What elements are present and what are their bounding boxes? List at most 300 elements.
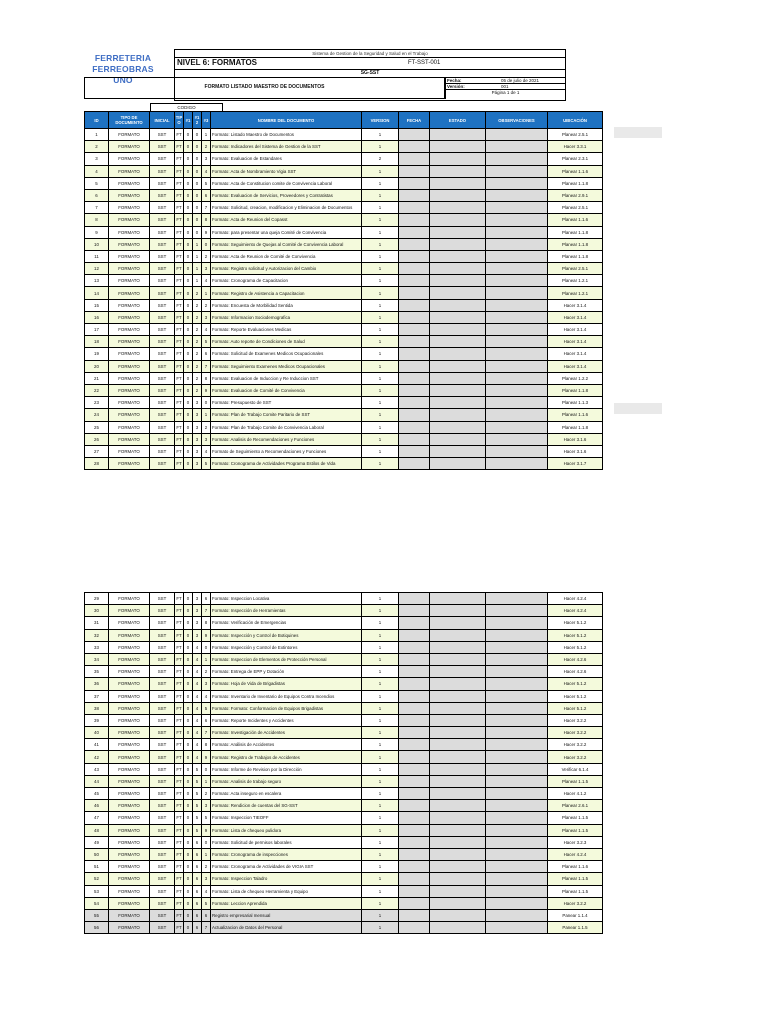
cell-n3: 3 [202,800,211,812]
cell-estado [430,275,486,287]
cell-id: 5 [85,177,109,189]
cell-n2: 5 [193,788,202,800]
level-title: NIVEL 6: FORMATOS [177,58,258,67]
cell-ubicacion: Panear 1.1.4 [548,909,603,921]
cell-n2: 4 [193,690,202,702]
cell-inicial: SST [150,421,175,433]
cell-tip: FT [175,372,184,384]
cell-fecha [399,153,430,165]
cell-version: 1 [362,641,399,653]
table-row [85,885,603,897]
cell-nombre: Formato: Evaluacion de Estandares [211,153,362,165]
cell-nombre: Formato: Solicitud de Examenes Medicos Ocupacionales [211,348,362,360]
cell-n2: 0 [193,165,202,177]
cell-id: 41 [85,739,109,751]
table-row [85,873,603,885]
cell-n3: 4 [202,690,211,702]
cell-n3: 5 [202,336,211,348]
cell-id: 36 [85,678,109,690]
cell-n3: 2 [202,299,211,311]
cell-tipo: FORMATO [109,836,150,848]
cell-inicial: SST [150,629,175,641]
cell-n3: 2 [202,421,211,433]
cell-n1: 0 [184,702,193,714]
table-row [85,177,603,189]
cell-n2: 2 [193,384,202,396]
table-row [85,336,603,348]
cell-fecha [399,751,430,763]
cell-n2: 3 [193,458,202,470]
cell-tip: FT [175,702,184,714]
cell-tipo: FORMATO [109,287,150,299]
cell-version: 1 [362,605,399,617]
cell-ubicacion: Planear 1.1.5 [548,812,603,824]
form-title-box [84,77,445,99]
cell-tipo: FORMATO [109,617,150,629]
cell-tip: FT [175,678,184,690]
cell-id: 45 [85,788,109,800]
cell-tipo: FORMATO [109,775,150,787]
cell-version: 1 [362,299,399,311]
cell-estado [430,593,486,605]
cell-tipo: FORMATO [109,897,150,909]
cell-fecha [399,397,430,409]
cell-n2: 2 [193,360,202,372]
cell-estado [430,177,486,189]
cell-id: 48 [85,824,109,836]
cell-nombre: Formato: Solicitud de permisos laborales [211,836,362,848]
cell-nombre: Formato: Reporte Incidentes y Accidentes [211,714,362,726]
cell-n2: 3 [193,445,202,457]
cell-n1: 0 [184,445,193,457]
cell-tip: FT [175,617,184,629]
cell-observaciones [486,641,548,653]
cell-n2: 6 [193,922,202,934]
cell-ubicacion: Planear 1.2.1 [548,275,603,287]
cell-id: 34 [85,653,109,665]
cell-ubicacion: Hacer 3.2.2 [548,739,603,751]
cell-n1: 0 [184,165,193,177]
cell-tipo: FORMATO [109,299,150,311]
cell-id: 56 [85,922,109,934]
cell-tipo: FORMATO [109,129,150,141]
column-header: TIPO DE DOCUMENTO [109,112,150,129]
cell-ubicacion: Planear 1.2.1 [548,287,603,299]
cell-observaciones [486,788,548,800]
column-header: #3 [202,112,211,129]
cell-fecha [399,617,430,629]
cell-version: 1 [362,775,399,787]
cell-nombre: Formato: Plan de Trabajo Comite Paritario de SST [211,409,362,421]
cell-n1: 0 [184,617,193,629]
cell-fecha [399,873,430,885]
cell-version: 1 [362,763,399,775]
cell-n1: 0 [184,189,193,201]
cell-nombre: Formato: Evaluacion de Induccion y Re Induccion SST [211,372,362,384]
cell-n2: 5 [193,800,202,812]
cell-estado [430,653,486,665]
cell-inicial: SST [150,714,175,726]
cell-inicial: SST [150,336,175,348]
cell-n1: 0 [184,372,193,384]
table-row [85,861,603,873]
cell-observaciones [486,348,548,360]
cell-nombre: Formato: Rendicion de cuentas del SG-SST [211,800,362,812]
cell-tip: FT [175,848,184,860]
cell-id: 20 [85,360,109,372]
cell-estado [430,861,486,873]
cell-ubicacion: Planear 1.1.8 [548,238,603,250]
cell-fecha [399,141,430,153]
cell-nombre: Formato: Hoja de Vida de Brigadistas [211,678,362,690]
cell-version: 1 [362,433,399,445]
cell-tipo: FORMATO [109,445,150,457]
cell-version: 1 [362,714,399,726]
cell-n1: 0 [184,384,193,396]
cell-estado [430,409,486,421]
cell-nombre: Formato: Verificación de Emergencias [211,617,362,629]
table-row [85,311,603,323]
cell-inicial: SST [150,824,175,836]
cell-id: 1 [85,129,109,141]
cell-n3: 7 [202,727,211,739]
fecha-label: Fecha: [447,78,462,83]
documents-table-top [84,111,603,470]
table-body-bottom [85,593,603,934]
cell-n2: 2 [193,324,202,336]
cell-nombre: Formato: Inspección y Control de Extintores [211,641,362,653]
cell-n1: 0 [184,141,193,153]
cell-n1: 0 [184,226,193,238]
cell-n3: 8 [202,372,211,384]
cell-version: 1 [362,372,399,384]
cell-observaciones [486,336,548,348]
cell-nombre: Formato: Indicadores del Sistema de Gestion de la SST [211,141,362,153]
cell-fecha [399,336,430,348]
cell-observaciones [486,593,548,605]
cell-version: 1 [362,836,399,848]
cell-ubicacion: Hacer 3.2.2 [548,727,603,739]
cell-n3: 9 [202,751,211,763]
cell-inicial: SST [150,275,175,287]
cell-estado [430,421,486,433]
cell-nombre: Formato de Seguimiento a Recomendaciones y Funciones [211,445,362,457]
cell-tip: FT [175,727,184,739]
cell-version: 1 [362,861,399,873]
cell-ubicacion: Hacer 4.2.4 [548,593,603,605]
cell-estado [430,690,486,702]
cell-id: 50 [85,848,109,860]
cell-id: 10 [85,238,109,250]
cell-n3: 7 [202,605,211,617]
cell-tipo: FORMATO [109,324,150,336]
cell-version: 1 [362,702,399,714]
cell-n2: 0 [193,177,202,189]
table-row [85,812,603,824]
cell-n1: 0 [184,800,193,812]
cell-ubicacion: Planear 2.9.1 [548,189,603,201]
cell-tipo: FORMATO [109,250,150,262]
cell-version: 1 [362,897,399,909]
cell-tipo: FORMATO [109,141,150,153]
cell-inicial: SST [150,763,175,775]
cell-tip: FT [175,214,184,226]
cell-id: 6 [85,189,109,201]
cell-n2: 5 [193,812,202,824]
cell-n1: 0 [184,397,193,409]
cell-n1: 0 [184,275,193,287]
cell-ubicacion: Hacer 4.2.6 [548,666,603,678]
cell-inicial: SST [150,384,175,396]
cell-n2: 2 [193,287,202,299]
cell-observaciones [486,165,548,177]
cell-n1: 0 [184,202,193,214]
cell-fecha [399,653,430,665]
cell-tip: FT [175,421,184,433]
cell-estado [430,226,486,238]
cell-n3: 3 [202,678,211,690]
cell-ubicacion: Hacer 4.1.2 [548,788,603,800]
cell-estado [430,311,486,323]
cell-observaciones [486,922,548,934]
cell-id: 26 [85,433,109,445]
cell-estado [430,238,486,250]
cell-inicial: SST [150,605,175,617]
cell-ubicacion: Planear 2.5.1 [548,263,603,275]
table-row [85,226,603,238]
cell-tip: FT [175,348,184,360]
cell-n1: 0 [184,836,193,848]
cell-ubicacion: Planear 1.1.8 [548,384,603,396]
cell-fecha [399,909,430,921]
cell-version: 1 [362,629,399,641]
cell-n1: 0 [184,909,193,921]
cell-inicial: SST [150,897,175,909]
cell-observaciones [486,800,548,812]
cell-n3: 2 [202,788,211,800]
cell-tip: FT [175,226,184,238]
cell-fecha [399,177,430,189]
cell-inicial: SST [150,885,175,897]
cell-observaciones [486,177,548,189]
cell-observaciones [486,129,548,141]
cell-estado [430,836,486,848]
cell-tipo: FORMATO [109,690,150,702]
cell-inicial: SST [150,129,175,141]
cell-n2: 0 [193,129,202,141]
table-row [85,250,603,262]
cell-id: 55 [85,909,109,921]
cell-n3: 1 [202,129,211,141]
cell-n2: 0 [193,214,202,226]
cell-fecha [399,727,430,739]
cell-tipo: FORMATO [109,238,150,250]
cell-observaciones [486,775,548,787]
cell-fecha [399,275,430,287]
cell-inicial: SST [150,177,175,189]
cell-fecha [399,629,430,641]
cell-nombre: Formato: Presupuesto de SST [211,397,362,409]
cell-estado [430,372,486,384]
cell-tip: FT [175,909,184,921]
cell-tipo: FORMATO [109,593,150,605]
cell-nombre: Formato: Formato: Conformacion de Equipos Brigadistas [211,702,362,714]
cell-version: 1 [362,690,399,702]
table-row [85,409,603,421]
cell-observaciones [486,153,548,165]
cell-n1: 0 [184,458,193,470]
cell-n1: 0 [184,653,193,665]
cell-nombre: Formato: Lista de chequeo Herramienta y Equipo [211,885,362,897]
cell-fecha [399,129,430,141]
cell-fecha [399,666,430,678]
cell-version: 1 [362,275,399,287]
cell-inicial: SST [150,861,175,873]
cell-tip: FT [175,751,184,763]
cell-version: 1 [362,287,399,299]
cell-observaciones [486,263,548,275]
cell-estado [430,873,486,885]
cell-fecha [399,409,430,421]
cell-tip: FT [175,641,184,653]
cell-n3: 5 [202,177,211,189]
cell-inicial: SST [150,690,175,702]
cell-version: 1 [362,336,399,348]
cell-n3: 6 [202,909,211,921]
cell-fecha [399,824,430,836]
cell-n3: 5 [202,897,211,909]
cell-estado [430,885,486,897]
cell-observaciones [486,836,548,848]
cell-estado [430,189,486,201]
cell-tipo: FORMATO [109,336,150,348]
cell-tipo: FORMATO [109,311,150,323]
cell-observaciones [486,751,548,763]
cell-n1: 0 [184,727,193,739]
cell-id: 19 [85,348,109,360]
cell-n2: 3 [193,605,202,617]
column-header: OBSERVACIONES [486,112,548,129]
cell-version: 1 [362,666,399,678]
cell-version: 1 [362,202,399,214]
cell-observaciones [486,666,548,678]
cell-ubicacion: Planear 1.1.6 [548,214,603,226]
cell-n2: 4 [193,714,202,726]
cell-fecha [399,189,430,201]
cell-tipo: FORMATO [109,653,150,665]
cell-nombre: Formato: Inspeccion Taladro [211,873,362,885]
cell-fecha [399,690,430,702]
cell-version: 1 [362,848,399,860]
cell-fecha [399,324,430,336]
documents-table-bottom [84,592,603,934]
cell-version: 1 [362,214,399,226]
cell-inicial: SST [150,250,175,262]
table-row [85,714,603,726]
page-number: Página 1 de 1 [491,90,520,95]
cell-id: 33 [85,641,109,653]
cell-tipo: FORMATO [109,714,150,726]
cell-id: 14 [85,287,109,299]
cell-tipo: FORMATO [109,909,150,921]
cell-fecha [399,922,430,934]
cell-tip: FT [175,287,184,299]
cell-tipo: FORMATO [109,421,150,433]
cell-id: 40 [85,727,109,739]
cell-id: 35 [85,666,109,678]
cell-ubicacion: Planear 1.1.8 [548,250,603,262]
cell-n3: 9 [202,384,211,396]
cell-n3: 4 [202,445,211,457]
cell-estado [430,605,486,617]
cell-inicial: SST [150,409,175,421]
cell-id: 13 [85,275,109,287]
cell-id: 44 [85,775,109,787]
cell-tipo: FORMATO [109,702,150,714]
cell-nombre: Formato: Acta de Reunion de Comité de Convivencia [211,250,362,262]
table-row [85,214,603,226]
table-row [85,299,603,311]
cell-n1: 0 [184,129,193,141]
cell-version: 1 [362,739,399,751]
cell-version: 1 [362,617,399,629]
cell-n1: 0 [184,287,193,299]
cell-n2: 3 [193,593,202,605]
cell-tipo: FORMATO [109,605,150,617]
cell-estado [430,775,486,787]
cell-estado [430,153,486,165]
cell-nombre: Formato: Analisis de trabajo seguro [211,775,362,787]
cell-tip: FT [175,653,184,665]
cell-observaciones [486,360,548,372]
cell-inicial: SST [150,238,175,250]
cell-tip: FT [175,153,184,165]
cell-ubicacion: Hacer 4.2.6 [548,653,603,665]
cell-tip: FT [175,824,184,836]
cell-tipo: FORMATO [109,751,150,763]
cell-n1: 0 [184,629,193,641]
cell-tipo: FORMATO [109,800,150,812]
cell-nombre: Formato: Analisis de Recomendaciones y Funciones [211,433,362,445]
cell-observaciones [486,287,548,299]
cell-tip: FT [175,202,184,214]
cell-n2: 4 [193,751,202,763]
cell-inicial: SST [150,458,175,470]
company-name-line1: FERRETERIA [94,53,152,63]
cell-fecha [399,433,430,445]
cell-n1: 0 [184,153,193,165]
cell-nombre: Formato: Cronograma de Actividades de VIGIA SST [211,861,362,873]
version-label: Versión: [447,84,465,89]
cell-n3: 8 [202,617,211,629]
cell-observaciones [486,605,548,617]
cell-ubicacion: Planear 1.2.2 [548,372,603,384]
cell-id: 24 [85,409,109,421]
cell-estado [430,336,486,348]
cell-inicial: SST [150,324,175,336]
column-header: NOMBRE DEL DOCUMENTO [211,112,362,129]
cell-nombre: Actualizacion de Datos del Personal [211,922,362,934]
cell-tip: FT [175,458,184,470]
cell-n3: 4 [202,165,211,177]
cell-n1: 0 [184,751,193,763]
cell-ubicacion: Panear 1.1.5 [548,922,603,934]
cell-n3: 2 [202,141,211,153]
cell-observaciones [486,653,548,665]
cell-tipo: FORMATO [109,727,150,739]
cell-nombre: Formato: Inspeccion TIEOFF [211,812,362,824]
cell-inicial: SST [150,299,175,311]
